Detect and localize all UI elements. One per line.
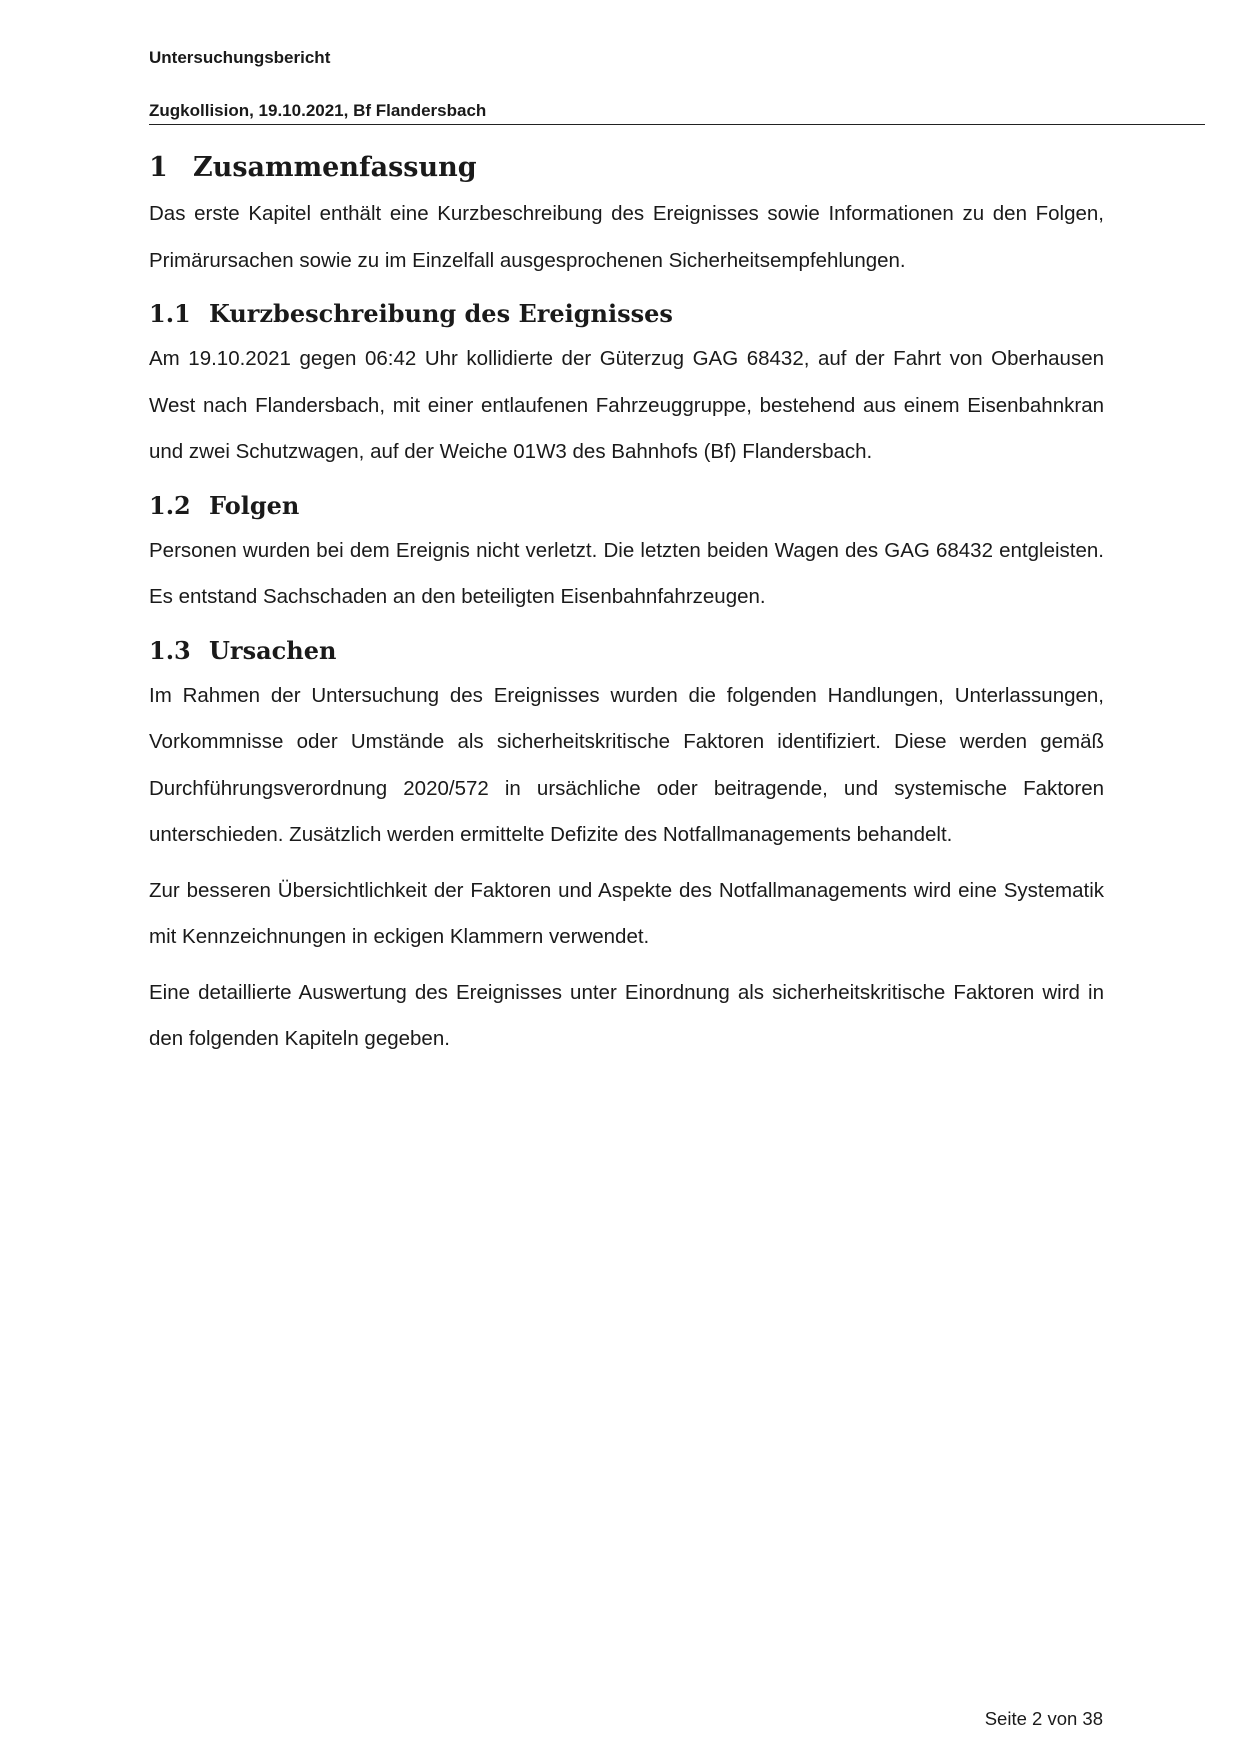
running-header-title: Untersuchungsbericht (149, 48, 331, 67)
section-title: Zusammenfassung (193, 152, 477, 183)
paragraph-summary-intro: Das erste Kapitel enthält eine Kurzbeschreibung des Ereignisses sowie Informationen zu den Folgen, Primärursachen sowie zu im Einzelfall ausgesprochenen Sicherheitsempfehlungen. (149, 202, 1104, 272)
section-heading-1 (149, 148, 1104, 188)
section-title: Ursachen (209, 635, 337, 665)
section-heading-1-2 (149, 488, 1104, 524)
section-number: 1.3 (149, 635, 191, 665)
section-number: 1 (149, 152, 168, 183)
section-title: Kurzbeschreibung des Ereignisses (209, 299, 673, 328)
paragraph-causes-2: Zur besseren Übersichtlichkeit der Faktoren und Aspekte des Notfallmanagements wird eine Systematik mit Kennzeichnungen in eckigen Klammern verwendet. (149, 878, 1104, 948)
paragraph-causes-1: Im Rahmen der Untersuchung des Ereignisses wurden die folgenden Handlungen, Unterlassungen, Vorkommnisse oder Umstände als sicherheitskritische Faktoren identifiziert. Diese werden gemäß Durchführungsverordnung 2020/572 in ursächliche oder beitragende, und systemische Faktoren unterschieden. Zusätzlich werden ermittelte Defizite des Notfallmanagements behandelt. (149, 683, 1104, 846)
running-header-subtitle: Zugkollision, 19.10.2021, Bf Flandersbach (149, 101, 487, 120)
section-title: Folgen (209, 490, 300, 520)
paragraph-consequences: Personen wurden bei dem Ereignis nicht verletzt. Die letzten beiden Wagen des GAG 68432 entgleisten. Es entstand Sachschaden an den beteiligten Eisenbahnfahrzeugen. (149, 538, 1104, 608)
paragraph-causes-3: Eine detaillierte Auswertung des Ereignisses unter Einordnung als sicherheitskritische Faktoren wird in den folgenden Kapiteln gegeben. (149, 980, 1104, 1050)
page-body (149, 148, 1104, 1072)
section-number: 1.2 (149, 490, 191, 520)
page-number: Seite 2 von 38 (984, 1708, 1103, 1729)
section-heading-1-3 (149, 633, 1104, 669)
section-number: 1.1 (149, 299, 191, 328)
paragraph-event-description: Am 19.10.2021 gegen 06:42 Uhr kollidierte der Güterzug GAG 68432, auf der Fahrt von Oberhausen West nach Flandersbach, mit einer entlaufenen Fahrzeuggruppe, bestehend aus einem Eisenbahnkran und zwei Schutzwagen, auf der Weiche 01W3 des Bahnhofs (Bf) Flandersbach. (149, 347, 1104, 463)
header-divider (149, 124, 1205, 125)
section-heading-1-1 (149, 296, 1104, 332)
